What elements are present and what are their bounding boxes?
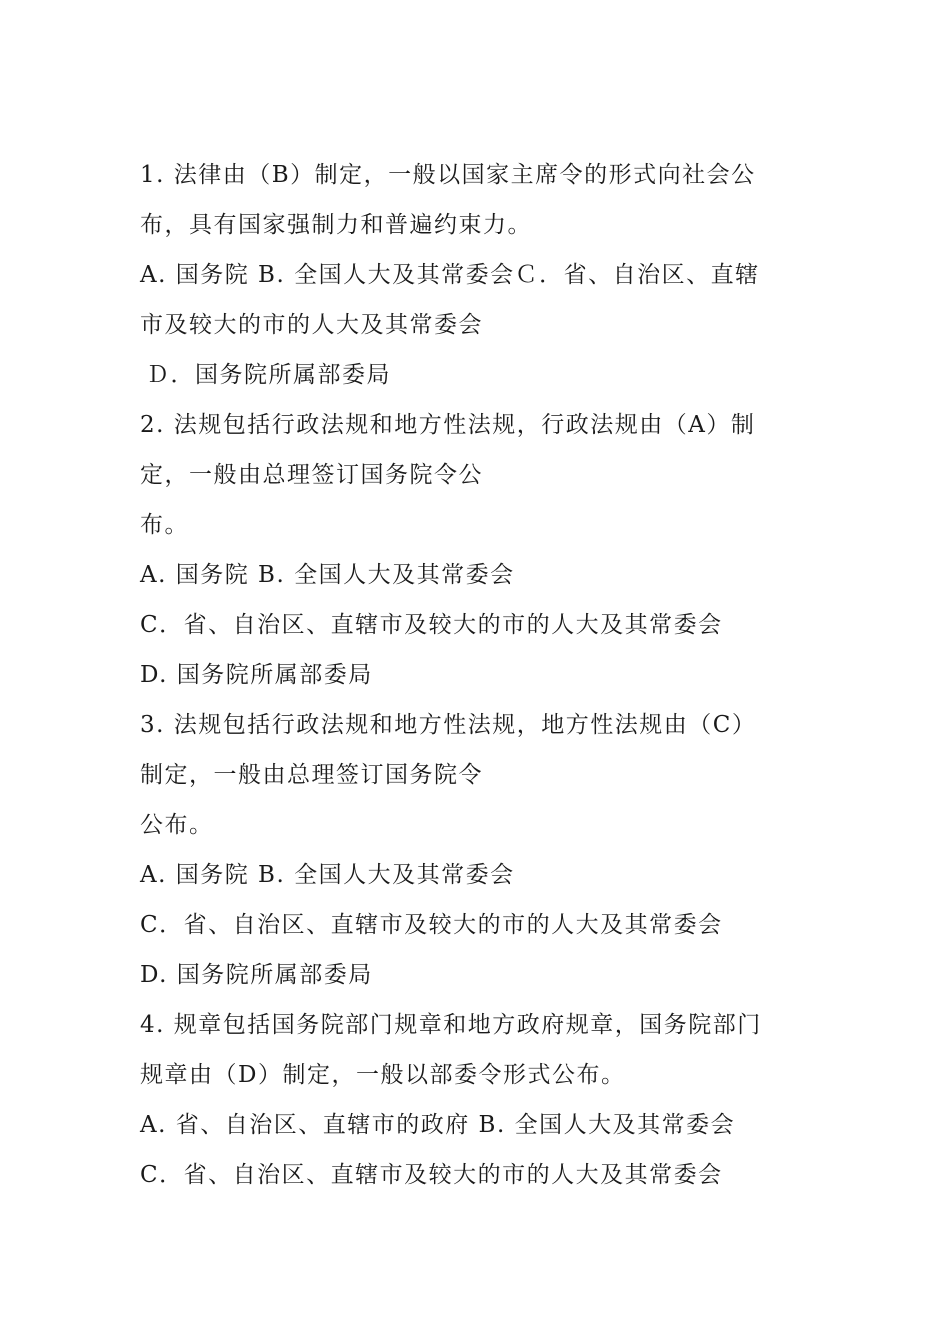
question-4-options-ab: A. 省、自治区、直辖市的政府 B. 全国人大及其常委会	[140, 1112, 736, 1138]
question-1-line-2: 布，具有国家强制力和普遍约束力。	[140, 212, 532, 238]
question-2-option-c: C．省、自治区、直辖市及较大的市的人大及其常委会	[140, 612, 723, 638]
question-2-line-1: 2. 法规包括行政法规和地方性法规，行政法规由（A）制	[140, 412, 756, 438]
question-1-option-d: Ｄ．国务院所属部委局	[146, 362, 391, 388]
question-2-option-d: D. 国务院所属部委局	[140, 662, 373, 688]
question-4-option-c: C．省、自治区、直辖市及较大的市的人大及其常委会	[140, 1162, 723, 1188]
question-1-line-1: 1. 法律由（B）制定，一般以国家主席令的形式向社会公	[140, 162, 756, 188]
question-3-line-3: 公布。	[140, 812, 214, 838]
question-3-option-c: C．省、自治区、直辖市及较大的市的人大及其常委会	[140, 912, 723, 938]
question-2-line-3: 布。	[140, 512, 189, 538]
question-3-options-ab: A. 国务院 B. 全国人大及其常委会	[140, 862, 515, 888]
question-3-line-2: 制定，一般由总理签订国务院令	[140, 762, 483, 788]
question-3-option-d: D. 国务院所属部委局	[140, 962, 373, 988]
question-1-options-line-2: 市及较大的市的人大及其常委会	[140, 312, 483, 338]
question-2-options-ab: A. 国务院 B. 全国人大及其常委会	[140, 562, 515, 588]
question-3-line-1: 3. 法规包括行政法规和地方性法规，地方性法规由（C）	[140, 712, 757, 738]
document-body	[140, 150, 820, 1200]
question-2-line-2: 定，一般由总理签订国务院令公	[140, 462, 483, 488]
question-4-line-2: 规章由（D）制定，一般以部委令形式公布。	[140, 1062, 626, 1088]
question-4-line-1: 4. 规章包括国务院部门规章和地方政府规章，国务院部门	[140, 1012, 762, 1038]
question-1-options-line-1: A. 国务院 B. 全国人大及其常委会Ｃ．省、自治区、直辖	[140, 262, 760, 288]
